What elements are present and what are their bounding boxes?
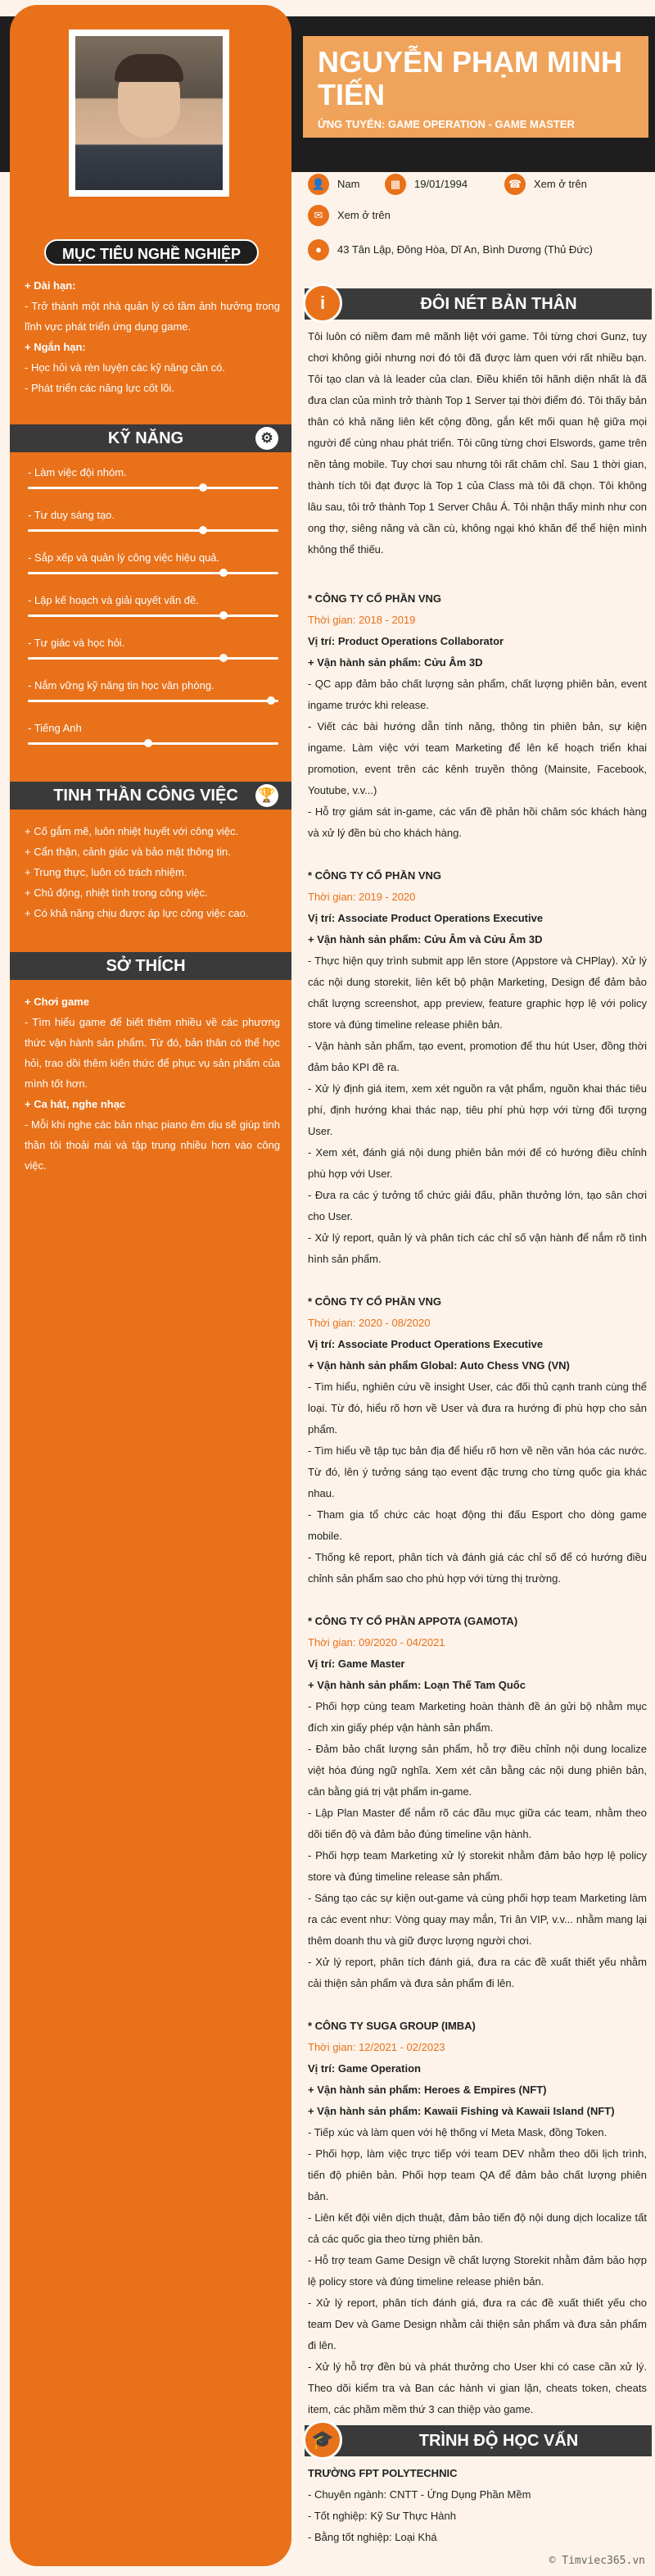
skill-level-knob <box>267 696 275 705</box>
skill-item <box>28 465 278 489</box>
job-entry <box>308 1611 647 1994</box>
skill-item <box>28 551 278 574</box>
skill-label: - Tư duy sáng tạo. <box>28 509 115 521</box>
address: 43 Tân Lập, Đông Hòa, Dĩ An, Bình Dương (Thủ Đức) <box>337 243 593 256</box>
skill-bar <box>28 742 278 745</box>
skill-label: - Lập kế hoạch và giải quyết vấn đề. <box>28 594 199 606</box>
hobby-1-text: - Tìm hiểu game để biết thêm nhiều về các phương thức vận hành sản phẩm. Từ đó, bản thân có thể học hỏi, trao dồi thêm kiến thức để phục vụ sản phẩm của mình tốt hơn. <box>25 1016 280 1090</box>
hobbies-header <box>10 952 291 980</box>
job-bullet: - Phối hợp cùng team Marketing hoàn thành đề án gửi bộ nhằm mục đích xin giấy phép vận hành sản phẩm. <box>308 1700 647 1734</box>
skill-level-knob <box>144 739 152 747</box>
hobby-2-text: - Mỗi khi nghe các bản nhạc piano êm dịu sẽ giúp tinh thần tôi thoải mái và tập trung nhiều hơn vào công việc. <box>25 1118 280 1172</box>
skill-level-knob <box>199 483 207 492</box>
spirit-list <box>25 821 280 923</box>
job-company: * CÔNG TY CỔ PHẦN VNG <box>308 592 442 605</box>
avatar-photo <box>75 36 223 190</box>
gear-icon: ⚙ <box>255 427 278 450</box>
job-bullet: - Thống kê report, phân tích và đánh giá các chỉ số để có hướng điều chỉnh sản phẩm sao cho phù hợp với từng thị trường. <box>308 1551 647 1585</box>
skill-label: - Làm việc đội nhóm. <box>28 466 127 478</box>
degree: - Tốt nghiệp: Kỹ Sư Thực Hành <box>308 2510 456 2522</box>
hobbies-content <box>25 991 280 1176</box>
skills-header <box>10 424 291 452</box>
candidate-name: NGUYỄN PHẠM MINH TIẾN <box>318 45 623 111</box>
job-bullet: - Liên kết đội viên dịch thuật, đảm bảo tiến độ nội dung dịch localize tất cả các quốc gia theo từng phiên bản. <box>308 2211 647 2245</box>
job-position: Vị trí: Game Operation <box>308 2062 421 2075</box>
objective-short-label: + Ngắn hạn: <box>25 341 86 353</box>
spirit-item: + Chủ động, nhiệt tình trong công việc. <box>25 887 208 899</box>
experience-list <box>308 588 647 2420</box>
job-bullet: - Hỗ trợ giám sát in-game, các vấn đề phản hồi chăm sóc khách hàng và xử lý đền bù cho khách hàng. <box>308 805 647 839</box>
job-bullet: - Xử lý hỗ trợ đền bù và phát thưởng cho User khi có case cần xử lý. Theo dõi kiểm tra và Ban các hành vi gian lận, cheats token, cheats item, các phầm mềm thứ 3 can thiệp vào game. <box>308 2361 647 2415</box>
user-icon: 👤 <box>308 174 329 195</box>
skill-label: - Nắm vững kỹ năng tin học văn phòng. <box>28 679 215 692</box>
job-bullet: - Vận hành sản phẩm, tạo event, promotion để thu hút User, đồng thời đảm bảo KPI đề ra. <box>308 1040 647 1073</box>
school-name: TRƯỜNG FPT POLYTECHNIC <box>308 2467 458 2479</box>
location-icon: ● <box>308 239 329 261</box>
job-company: * CÔNG TY CỔ PHẦN APPOTA (GAMOTA) <box>308 1615 518 1627</box>
hobby-2-label: + Ca hát, nghe nhạc <box>25 1098 126 1110</box>
job-time: Thời gian: 09/2020 - 04/2021 <box>308 1636 445 1649</box>
job-bullet: - Lập Plan Master để nắm rõ các đầu mục giữa các team, nhằm theo dõi tiến độ và đảm bảo đúng timeline vận hành. <box>308 1807 647 1840</box>
job-bullet: - Thực hiện quy trình submit app lên store (Appstore và CHPlay). Xử lý các nội dung storekit, liên kết bộ phận Marketing, Design để đảm bảo chất lượng screenshot, app preview, feature graphic hợp lệ với policy store và đúng timeline release phiên bản. <box>308 955 647 1031</box>
major: - Chuyên ngành: CNTT - Ứng Dụng Phần Mềm <box>308 2488 531 2501</box>
objective-title: MỤC TIÊU NGHỀ NGHIỆP <box>44 239 259 265</box>
job-company: * CÔNG TY CỔ PHẦN VNG <box>308 1295 442 1308</box>
job-product: + Vận hành sản phẩm: Kawaii Fishing và Kawaii Island (NFT) <box>308 2105 615 2117</box>
footer-watermark: © Timviec365.vn <box>549 2555 645 2567</box>
job-bullet: - Xử lý định giá item, xem xét nguồn ra vật phẩm, nguồn khai thác tiêu phí, định hướng khai thác nạp, tiêu phí phù hợp với từng đối tượng User. <box>308 1082 647 1137</box>
job-bullet: - Xử lý report, phân tích đánh giá, đưa ra các đề xuất thiết yếu nhằm cải thiện sản phẩm và đưa sản phẩm đi lên. <box>308 1956 647 1989</box>
skill-bar <box>28 572 278 574</box>
about-content <box>308 326 647 560</box>
objective-short-2: - Phát triển các năng lực cốt lõi. <box>25 382 174 394</box>
job-bullet: - Sáng tạo các sự kiện out-game và cùng phối hợp team Marketing làm ra các event như: Vòng quay may mắn, Tri ân VIP, v.v... nhằm mang lại thêm doanh thu và giữ được lượng người chơi. <box>308 1892 647 1947</box>
job-company: * CÔNG TY SUGA GROUP (IMBA) <box>308 2020 476 2032</box>
date-of-birth: 19/01/1994 <box>414 178 468 190</box>
phone-icon: ☎ <box>504 174 526 195</box>
skill-label: - Tiếng Anh <box>28 722 82 734</box>
skill-bar <box>28 615 278 617</box>
job-position: Vị trí: Associate Product Operations Executive <box>308 912 544 924</box>
job-bullet: - Phối hợp team Marketing xử lý storekit nhằm đảm bảo hợp lệ policy store và đúng timeline release sản phẩm. <box>308 1849 647 1883</box>
skill-label: - Sắp xếp và quản lý công việc hiệu quả. <box>28 551 220 564</box>
email: Xem ở trên <box>337 209 391 221</box>
education-content <box>308 2463 647 2548</box>
skill-level-knob <box>199 526 207 534</box>
skill-level-knob <box>219 569 228 577</box>
job-product: + Vận hành sản phẩm: Heroes & Empires (NFT) <box>308 2084 547 2096</box>
skill-item <box>28 508 278 532</box>
job-bullet: - Hỗ trợ team Game Design về chất lượng Storekit nhằm đảm bảo hợp lệ policy store và đúng timeline release phiên bản. <box>308 2254 647 2288</box>
job-bullet: - Tiếp xúc và làm quen với hệ thống ví Meta Mask, đồng Token. <box>308 2126 608 2138</box>
spirit-header <box>10 782 291 810</box>
job-product: + Vận hành sản phẩm: Cửu Âm và Cửu Âm 3D <box>308 933 543 946</box>
job-time: Thời gian: 2020 - 08/2020 <box>308 1317 431 1329</box>
hobbies-title: SỞ THÍCH <box>106 957 186 975</box>
job-position: Vị trí: Associate Product Operations Executive <box>308 1338 544 1350</box>
calendar-icon: ▦ <box>385 174 406 195</box>
objective-content <box>25 275 280 398</box>
job-entry <box>308 588 647 844</box>
spirit-item: + Trung thực, luôn có trách nhiệm. <box>25 866 187 878</box>
name-block <box>303 36 648 138</box>
skill-bar <box>28 529 278 532</box>
job-position: Vị trí: Product Operations Collaborator <box>308 635 504 647</box>
job-time: Thời gian: 2018 - 2019 <box>308 614 416 626</box>
spirit-item: + Cố gắm mẽ, luôn nhiệt huyết với công việc. <box>25 825 239 837</box>
skill-item <box>28 636 278 660</box>
job-bullet: - Tìm hiểu về tập tục bản địa để hiểu rõ hơn về nền văn hóa các nước. Từ đó, lên ý tưởng sáng tạo event đặc trưng cho từng quốc gia khác nhau. <box>308 1444 647 1499</box>
education-header <box>305 2425 652 2456</box>
job-bullet: - Xử lý report, phân tích đánh giá, đưa ra các đề xuất thiết yếu cho team Dev và Game Design nhằm cải thiện sản phẩm và đưa sản phẩm đi lên. <box>308 2297 647 2352</box>
job-company: * CÔNG TY CỔ PHẦN VNG <box>308 869 442 882</box>
skill-item <box>28 721 278 745</box>
trophy-icon: 🏆 <box>255 784 278 807</box>
objective-short-1: - Học hỏi và rèn luyện các kỹ năng cần có. <box>25 361 225 374</box>
skill-bar <box>28 657 278 660</box>
job-bullet: - Viết các bài hướng dẫn tính năng, thông tin phiên bản, sự kiện ingame. Làm việc với team Marketing để lên kế hoạch triển khai promotion, event trên các kênh truyền thông (Mainsite, Facebook, Youtube, v.v...) <box>308 720 647 796</box>
spirit-item: + Có khả năng chịu được áp lực công việc cao. <box>25 907 249 919</box>
skill-label: - Tư giác và học hỏi. <box>28 637 125 649</box>
avatar <box>69 29 229 197</box>
skill-item <box>28 678 278 702</box>
job-bullet: - Đảm bảo chất lượng sản phẩm, hỗ trợ điều chỉnh nội dung localize việt hóa đúng ngữ nghĩa. Xem xét cân bằng các nội dung phiên bản, cân bằng giá trị vật phẩm in-game. <box>308 1743 647 1798</box>
skill-level-knob <box>219 611 228 619</box>
about-text: Tôi luôn có niềm đam mê mãnh liệt với game. Tôi từng chơi Gunz, tuy chơi không giỏi nhưng nơi đó tôi đã được làm quen với rất nhiều bạn. Tôi tạo clan và là leader của clan. Điều khiến tôi hãnh diện nhất là đã đưa clan của mình trở thành Top 1 Server tại thời điểm đó. Tôi thấy bản thân có khả năng liên kết cộng đồng, gắn kết mối quan hệ giữa mọi người để cùng nhau phát triển. Tôi cũng từng chơi Elswords, game trên nền tảng mobile. Tuy chơi sau nhưng tôi rất chăm chỉ. Sau 1 thời gian, thành tích tôi đạt được là Top 1 của Class mà tôi đã chọn. Tôi không lâu sau, tôi trở thành Top 1 Server Châu Á. Tôi nhận thấy mình như con ong thợ, siêng năng và cần cù, không ngại khó khăn để thể hiện mình không thể thiếu. <box>308 330 647 556</box>
job-bullet: - Đưa ra các ý tưởng tổ chức giải đấu, phần thưởng lớn, tạo sân chơi cho User. <box>308 1189 647 1222</box>
graduation-icon: 🎓 <box>303 2420 342 2460</box>
job-product: + Vận hành sản phẩm: Cửu Âm 3D <box>308 656 483 669</box>
job-bullet: - Tìm hiểu, nghiên cứu về insight User, các đối thủ cạnh tranh cùng thể loại. Từ đó, hiểu rõ hơn về User và đưa ra hướng đi phù hợp cho sản phẩm. <box>308 1381 647 1435</box>
job-bullet: - Phối hợp, làm việc trực tiếp với team DEV nhằm theo dõi lịch trình, tiến độ phiên bản. Phối hợp team QA để đảm bảo chất lượng phiên bản. <box>308 2147 647 2202</box>
objective-long-label: + Dài hạn: <box>25 279 76 292</box>
job-bullet: - Xử lý report, quản lý và phân tích các chỉ số vận hành để nắm rõ tình hình sản phẩm. <box>308 1231 647 1265</box>
candidate-role: ỨNG TUYỂN: GAME OPERATION - GAME MASTER <box>318 118 575 130</box>
job-entry <box>308 2016 647 2420</box>
skill-item <box>28 593 278 617</box>
hobby-1-label: + Chơi game <box>25 995 89 1008</box>
skill-bar <box>28 700 278 702</box>
skill-level-knob <box>219 654 228 662</box>
job-entry <box>308 1291 647 1590</box>
skill-bar <box>28 487 278 489</box>
objective-long-text: - Trở thành một nhà quản lý có tầm ảnh hưởng trong lĩnh vực phát triển ứng dụng game. <box>25 300 280 333</box>
graduation-rank: - Bằng tốt nghiệp: Loại Khá <box>308 2531 437 2543</box>
job-entry <box>308 865 647 1270</box>
job-product: + Vận hành sản phẩm Global: Auto Chess VNG (VN) <box>308 1359 570 1372</box>
job-bullet: - Tham gia tổ chức các hoạt động thi đấu Esport cho dòng game mobile. <box>308 1508 647 1542</box>
skills-title: KỸ NĂNG <box>107 429 184 447</box>
job-bullet: - QC app đảm bảo chất lượng sản phẩm, chất lượng phiên bản, event ingame trước khi release. <box>308 678 647 711</box>
gender: Nam <box>337 178 360 190</box>
education-title: TRÌNH ĐỘ HỌC VẤN <box>418 2432 579 2450</box>
sidebar <box>10 5 291 2566</box>
email-icon: ✉ <box>308 205 329 226</box>
info-icon: i <box>303 283 342 323</box>
about-header <box>305 288 652 320</box>
job-position: Vị trí: Game Master <box>308 1658 405 1670</box>
about-title: ĐÔI NÉT BẢN THÂN <box>420 295 577 313</box>
job-bullet: - Xem xét, đánh giá nội dung phiên bản mới để có hướng điều chỉnh phù hợp với User. <box>308 1146 647 1180</box>
spirit-item: + Cẩn thận, cảnh giác và bảo mật thông tin. <box>25 846 231 858</box>
phone: Xem ở trên <box>534 178 587 190</box>
job-time: Thời gian: 2019 - 2020 <box>308 891 416 903</box>
job-product: + Vận hành sản phẩm: Loạn Thế Tam Quốc <box>308 1679 526 1691</box>
job-time: Thời gian: 12/2021 - 02/2023 <box>308 2041 445 2053</box>
spirit-title: TINH THẦN CÔNG VIỆC <box>53 787 238 805</box>
